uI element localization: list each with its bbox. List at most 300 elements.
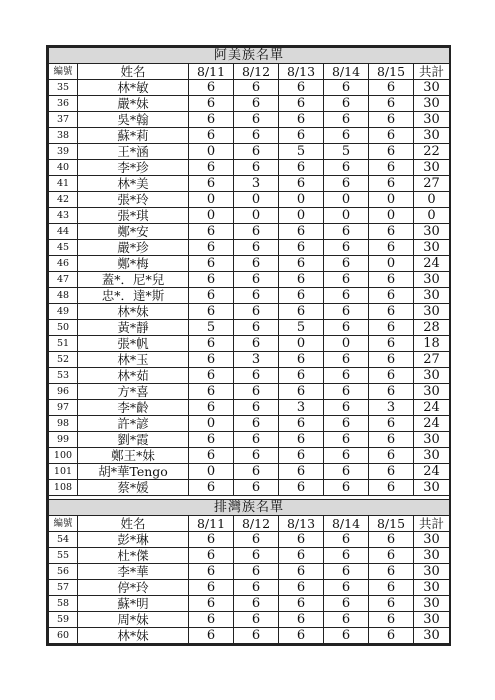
cell-name: 鄭王*妹 [78,448,189,464]
cell-day-0811: 6 [189,548,234,564]
cell-day-0811: 6 [189,304,234,320]
cell-day-0811: 6 [189,628,234,644]
cell-name: 嚴*珍 [78,240,189,256]
cell-day-0813: 6 [279,288,324,304]
cell-name: 蘇*明 [78,596,189,612]
cell-day-0812: 0 [234,208,279,224]
table-row [49,320,450,336]
cell-number: 58 [49,596,78,612]
cell-day-0812: 6 [234,112,279,128]
cell-day-0812: 6 [234,596,279,612]
table-row [49,336,450,352]
table-row [49,160,450,176]
cell-day-0815: 6 [369,384,414,400]
cell-day-0813: 6 [279,532,324,548]
cell-name: 鄭*安 [78,224,189,240]
cell-day-0813: 3 [279,400,324,416]
cell-day-0811: 0 [189,416,234,432]
cell-day-0815: 6 [369,272,414,288]
cell-total: 30 [414,480,450,496]
cell-day-0813: 6 [279,464,324,480]
table-row [49,368,450,384]
cell-day-0814: 6 [324,288,369,304]
cell-day-0811: 6 [189,336,234,352]
cell-day-0814: 6 [324,96,369,112]
column-header-day-0813: 8/13 [279,516,324,532]
cell-day-0814: 6 [324,112,369,128]
cell-day-0813: 6 [279,416,324,432]
cell-day-0812: 6 [234,612,279,628]
cell-day-0814: 6 [324,448,369,464]
cell-total: 30 [414,128,450,144]
cell-number: 108 [49,480,78,496]
cell-day-0815: 6 [369,160,414,176]
cell-number: 47 [49,272,78,288]
column-header-day-0815: 8/15 [369,516,414,532]
cell-day-0811: 0 [189,192,234,208]
cell-day-0811: 6 [189,112,234,128]
table-row [49,612,450,628]
cell-day-0814: 6 [324,596,369,612]
cell-day-0812: 6 [234,224,279,240]
cell-number: 35 [49,80,78,96]
cell-day-0811: 6 [189,96,234,112]
cell-day-0815: 6 [369,336,414,352]
cell-day-0815: 6 [369,416,414,432]
cell-number: 49 [49,304,78,320]
cell-day-0811: 6 [189,480,234,496]
cell-day-0811: 6 [189,352,234,368]
section-title-row [49,48,450,64]
cell-day-0812: 6 [234,256,279,272]
cell-total: 0 [414,192,450,208]
cell-day-0812: 6 [234,304,279,320]
cell-day-0815: 6 [369,240,414,256]
cell-day-0815: 6 [369,596,414,612]
column-header-day-0812: 8/12 [234,64,279,80]
table-row [49,256,450,272]
cell-number: 56 [49,564,78,580]
cell-day-0811: 6 [189,272,234,288]
cell-name: 吳*翰 [78,112,189,128]
column-header-name: 姓名 [78,516,189,532]
cell-day-0814: 6 [324,564,369,580]
cell-day-0813: 0 [279,192,324,208]
table-row [49,144,450,160]
cell-day-0815: 3 [369,400,414,416]
cell-day-0813: 6 [279,548,324,564]
table-row [49,564,450,580]
cell-number: 45 [49,240,78,256]
cell-number: 96 [49,384,78,400]
cell-total: 24 [414,256,450,272]
cell-day-0815: 6 [369,564,414,580]
cell-day-0811: 6 [189,176,234,192]
cell-day-0812: 6 [234,80,279,96]
table-row [49,400,450,416]
cell-day-0813: 6 [279,160,324,176]
cell-name: 停*玲 [78,580,189,596]
table-row [49,532,450,548]
cell-day-0813: 6 [279,224,324,240]
cell-day-0815: 6 [369,448,414,464]
cell-day-0813: 6 [279,432,324,448]
cell-total: 30 [414,240,450,256]
cell-total: 30 [414,612,450,628]
cell-day-0815: 6 [369,628,414,644]
cell-day-0814: 6 [324,432,369,448]
cell-day-0815: 6 [369,368,414,384]
cell-day-0812: 6 [234,400,279,416]
cell-name: 蓋*．尼*兒 [78,272,189,288]
cell-total: 30 [414,548,450,564]
cell-total: 30 [414,368,450,384]
cell-day-0812: 0 [234,192,279,208]
table-row [49,272,450,288]
table-row [49,416,450,432]
cell-total: 30 [414,564,450,580]
table-row [49,192,450,208]
section-title-row [49,500,450,516]
column-header-day-0811: 8/11 [189,64,234,80]
cell-total: 30 [414,448,450,464]
cell-number: 97 [49,400,78,416]
cell-day-0811: 5 [189,320,234,336]
table-row [49,628,450,644]
cell-name: 黃*靜 [78,320,189,336]
cell-day-0814: 6 [324,176,369,192]
cell-day-0815: 6 [369,612,414,628]
cell-day-0813: 6 [279,128,324,144]
cell-total: 30 [414,272,450,288]
column-header-day-0814: 8/14 [324,64,369,80]
cell-number: 60 [49,628,78,644]
cell-name: 杜*傑 [78,548,189,564]
cell-day-0813: 5 [279,144,324,160]
cell-day-0812: 6 [234,272,279,288]
cell-number: 59 [49,612,78,628]
table-row [49,304,450,320]
cell-name: 蔡*媛 [78,480,189,496]
cell-name: 張*帆 [78,336,189,352]
cell-day-0814: 0 [324,336,369,352]
cell-day-0812: 3 [234,352,279,368]
cell-total: 30 [414,580,450,596]
column-header-number: 編號 [49,64,78,80]
cell-number: 42 [49,192,78,208]
cell-day-0812: 6 [234,384,279,400]
cell-day-0812: 6 [234,128,279,144]
cell-total: 28 [414,320,450,336]
cell-number: 50 [49,320,78,336]
table-row [49,596,450,612]
cell-day-0815: 6 [369,224,414,240]
cell-name: 許*諺 [78,416,189,432]
column-header-total: 共計 [414,64,450,80]
cell-day-0815: 6 [369,480,414,496]
cell-name: 林*美 [78,176,189,192]
column-header-day-0814: 8/14 [324,516,369,532]
cell-name: 忠*．達*斯 [78,288,189,304]
cell-number: 39 [49,144,78,160]
cell-day-0814: 5 [324,144,369,160]
cell-name: 李*華 [78,564,189,580]
cell-number: 51 [49,336,78,352]
cell-day-0812: 6 [234,628,279,644]
cell-day-0814: 6 [324,416,369,432]
cell-total: 30 [414,628,450,644]
cell-day-0814: 6 [324,368,369,384]
cell-number: 41 [49,176,78,192]
cell-day-0811: 6 [189,448,234,464]
cell-day-0813: 6 [279,96,324,112]
cell-total: 30 [414,288,450,304]
cell-day-0812: 6 [234,564,279,580]
cell-day-0811: 6 [189,288,234,304]
cell-day-0812: 6 [234,96,279,112]
cell-day-0813: 6 [279,240,324,256]
cell-day-0811: 6 [189,612,234,628]
cell-day-0814: 6 [324,304,369,320]
cell-day-0814: 6 [324,240,369,256]
cell-number: 46 [49,256,78,272]
cell-total: 30 [414,160,450,176]
cell-day-0812: 6 [234,580,279,596]
cell-day-0814: 6 [324,580,369,596]
cell-day-0813: 6 [279,480,324,496]
cell-day-0811: 6 [189,564,234,580]
table-row [49,480,450,496]
cell-day-0811: 6 [189,256,234,272]
cell-day-0814: 6 [324,272,369,288]
cell-day-0815: 6 [369,548,414,564]
cell-day-0815: 0 [369,208,414,224]
cell-day-0811: 6 [189,224,234,240]
cell-day-0815: 0 [369,256,414,272]
table-row [49,288,450,304]
cell-day-0815: 6 [369,176,414,192]
cell-total: 30 [414,532,450,548]
cell-name: 張*玲 [78,192,189,208]
cell-day-0814: 6 [324,532,369,548]
cell-number: 38 [49,128,78,144]
cell-day-0812: 6 [234,240,279,256]
cell-day-0814: 6 [324,464,369,480]
cell-day-0813: 6 [279,580,324,596]
cell-day-0811: 0 [189,208,234,224]
table-row [49,384,450,400]
table-row [49,112,450,128]
cell-day-0814: 6 [324,256,369,272]
cell-day-0812: 6 [234,160,279,176]
cell-day-0814: 6 [324,320,369,336]
cell-day-0812: 6 [234,464,279,480]
cell-total: 30 [414,112,450,128]
cell-number: 52 [49,352,78,368]
table-row [49,548,450,564]
cell-day-0814: 6 [324,480,369,496]
cell-day-0812: 6 [234,448,279,464]
cell-day-0813: 6 [279,596,324,612]
cell-day-0813: 6 [279,80,324,96]
cell-day-0814: 6 [324,612,369,628]
table-row [49,128,450,144]
cell-number: 100 [49,448,78,464]
cell-total: 30 [414,432,450,448]
cell-day-0812: 6 [234,432,279,448]
table-row [49,580,450,596]
cell-day-0812: 6 [234,532,279,548]
cell-name: 林*茹 [78,368,189,384]
cell-day-0814: 6 [324,160,369,176]
cell-day-0812: 3 [234,176,279,192]
cell-name: 林*妹 [78,628,189,644]
cell-day-0813: 6 [279,352,324,368]
cell-total: 30 [414,596,450,612]
cell-day-0814: 0 [324,208,369,224]
table-row [49,208,450,224]
cell-day-0811: 6 [189,532,234,548]
cell-day-0811: 6 [189,80,234,96]
cell-day-0813: 6 [279,256,324,272]
cell-day-0813: 6 [279,368,324,384]
cell-day-0815: 0 [369,192,414,208]
column-header-day-0813: 8/13 [279,64,324,80]
cell-day-0815: 6 [369,96,414,112]
cell-number: 53 [49,368,78,384]
cell-day-0811: 6 [189,596,234,612]
cell-day-0815: 6 [369,580,414,596]
cell-day-0815: 6 [369,432,414,448]
cell-number: 44 [49,224,78,240]
cell-total: 24 [414,464,450,480]
cell-day-0814: 6 [324,352,369,368]
table-row [49,224,450,240]
cell-day-0811: 6 [189,432,234,448]
table-row [49,432,450,448]
cell-number: 43 [49,208,78,224]
cell-day-0813: 6 [279,628,324,644]
cell-day-0815: 6 [369,304,414,320]
cell-day-0813: 6 [279,448,324,464]
cell-total: 22 [414,144,450,160]
cell-day-0812: 6 [234,480,279,496]
column-header-day-0815: 8/15 [369,64,414,80]
cell-name: 方*喜 [78,384,189,400]
cell-day-0811: 6 [189,400,234,416]
table-row [49,80,450,96]
table-row [49,448,450,464]
cell-name: 林*玉 [78,352,189,368]
cell-total: 27 [414,352,450,368]
table-row [49,240,450,256]
cell-day-0814: 6 [324,628,369,644]
cell-day-0815: 6 [369,320,414,336]
column-header-day-0812: 8/12 [234,516,279,532]
cell-day-0811: 0 [189,144,234,160]
table-row [49,176,450,192]
cell-day-0813: 6 [279,304,324,320]
cell-total: 24 [414,416,450,432]
cell-day-0812: 6 [234,368,279,384]
header-row [49,64,450,80]
cell-total: 30 [414,80,450,96]
cell-day-0813: 6 [279,564,324,580]
cell-day-0811: 6 [189,128,234,144]
cell-day-0815: 6 [369,288,414,304]
cell-number: 48 [49,288,78,304]
cell-total: 30 [414,304,450,320]
cell-name: 劉*霞 [78,432,189,448]
cell-day-0815: 6 [369,80,414,96]
cell-number: 55 [49,548,78,564]
cell-number: 57 [49,580,78,596]
cell-day-0812: 6 [234,288,279,304]
cell-day-0812: 6 [234,320,279,336]
cell-name: 林*妹 [78,304,189,320]
cell-day-0815: 6 [369,532,414,548]
cell-name: 蘇*莉 [78,128,189,144]
cell-day-0815: 6 [369,128,414,144]
cell-day-0813: 6 [279,272,324,288]
cell-number: 37 [49,112,78,128]
cell-day-0814: 6 [324,384,369,400]
cell-name: 周*妹 [78,612,189,628]
cell-day-0814: 6 [324,128,369,144]
cell-number: 99 [49,432,78,448]
cell-name: 鄭*梅 [78,256,189,272]
cell-total: 0 [414,208,450,224]
cell-number: 98 [49,416,78,432]
cell-day-0814: 0 [324,192,369,208]
attendance-sheet [46,45,451,646]
column-header-name: 姓名 [78,64,189,80]
cell-day-0813: 6 [279,384,324,400]
cell-total: 30 [414,384,450,400]
cell-name: 彭*琳 [78,532,189,548]
column-header-number: 編號 [49,516,78,532]
cell-name: 嚴*妹 [78,96,189,112]
cell-number: 101 [49,464,78,480]
cell-name: 李*珍 [78,160,189,176]
cell-day-0811: 6 [189,580,234,596]
cell-day-0813: 5 [279,320,324,336]
table-row [49,352,450,368]
cell-day-0814: 6 [324,400,369,416]
cell-day-0815: 6 [369,464,414,480]
cell-number: 40 [49,160,78,176]
header-row [49,516,450,532]
cell-day-0811: 6 [189,368,234,384]
cell-day-0812: 6 [234,336,279,352]
cell-day-0812: 6 [234,144,279,160]
cell-day-0811: 6 [189,240,234,256]
column-header-total: 共計 [414,516,450,532]
cell-name: 林*敏 [78,80,189,96]
table-row [49,464,450,480]
cell-day-0815: 6 [369,112,414,128]
attendance-table [48,47,450,644]
column-header-day-0811: 8/11 [189,516,234,532]
cell-name: 張*琪 [78,208,189,224]
cell-day-0813: 6 [279,176,324,192]
cell-total: 24 [414,400,450,416]
cell-day-0814: 6 [324,548,369,564]
cell-day-0815: 6 [369,352,414,368]
cell-day-0811: 0 [189,464,234,480]
cell-total: 18 [414,336,450,352]
cell-day-0812: 6 [234,416,279,432]
